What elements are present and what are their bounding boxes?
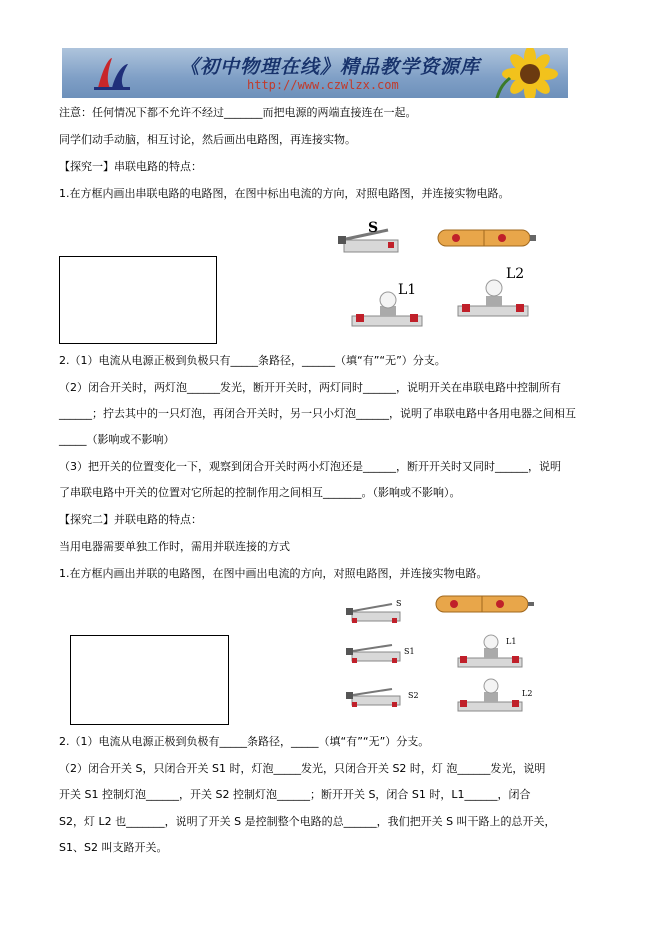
switch-label: S — [368, 220, 379, 236]
switch-icon — [346, 645, 415, 663]
lamp1-label: L1 — [398, 282, 417, 298]
lamp-icon — [352, 282, 422, 326]
parallel-question-2d: S1、S2 叫支路开关。 — [59, 841, 168, 854]
switch1-label: S1 — [404, 647, 415, 656]
lamp-icon — [458, 266, 528, 316]
switch-icon — [346, 599, 401, 623]
series-question-2b: ______；拧去其中的一只灯泡，再闭合开关时，另一只小灯泡______，说明了串联电路中各用电器之间相互 — [59, 407, 576, 420]
lamp2-label: L2 — [522, 689, 533, 698]
banner-url: http://www.czwlzx.com — [247, 78, 399, 92]
switch2-label: S2 — [408, 691, 419, 700]
series-question-2c: _____（影响或不影响） — [59, 433, 175, 446]
instruction-line: 同学们动手动脑，相互讨论，然后画出电路图，再连接实物。 — [59, 133, 356, 146]
series-question-1: 2.（1）电流从电源正极到负极只有_____条路径，______（填“有”“无”）分支。 — [59, 354, 446, 367]
banner-title: 《初中物理在线》精品教学资源库 — [180, 56, 481, 78]
switch-label: S — [396, 599, 402, 608]
series-question-3b: 了串联电路中开关的位置对它所起的控制作用之间相互_______。（影响或不影响）。 — [59, 486, 461, 499]
parallel-task-1: 1.在方框内画出并联的电路图，在图中画出电流的方向，对照电路图，并连接实物电路。 — [59, 567, 488, 580]
parallel-intro: 当用电器需要单独工作时，需用并联连接的方式 — [59, 540, 290, 553]
section-heading-parallel: 【探究二】并联电路的特点： — [59, 513, 202, 526]
header-banner — [62, 48, 568, 98]
note-line: 注意：任何情况下都不允许不经过_______而把电源的两端直接连在一起。 — [59, 106, 417, 119]
parallel-question-1: 2.（1）电流从电源正极到负极有_____条路径，_____（填“有”“无”）分支。 — [59, 735, 430, 748]
battery-icon — [438, 230, 536, 246]
logo-icon — [90, 54, 134, 94]
lamp-icon — [458, 679, 532, 711]
sunflower-icon — [490, 48, 568, 98]
series-question-3a: （3）把开关的位置变化一下，观察到闭合开关时两小灯泡还是______，断开开关时又同时______，说明 — [59, 460, 561, 473]
switch-icon — [338, 220, 398, 252]
series-task-1: 1.在方框内画出串联电路的电路图，在图中标出电流的方向，对照电路图，并连接实物电路。 — [59, 187, 510, 200]
series-drawing-box — [59, 256, 217, 344]
series-question-2a: （2）闭合开关时，两灯泡______发光，断开开关时，两灯同时______，说明开关在串联电路中控制所有 — [59, 381, 561, 394]
section-heading-series: 【探究一】串联电路的特点： — [59, 160, 202, 173]
battery-icon — [436, 596, 534, 612]
parallel-drawing-box — [70, 635, 229, 725]
switch-icon — [346, 689, 419, 707]
lamp1-label: L1 — [506, 637, 517, 646]
parallel-circuit-figure — [340, 592, 540, 722]
parallel-question-2b: 开关 S1 控制灯泡______，开关 S2 控制灯泡______；断开开关 S，闭合 S1 时，L1______，闭合 — [59, 788, 531, 801]
lamp2-label: L2 — [506, 266, 525, 282]
lamp-icon — [458, 635, 522, 667]
parallel-question-2a: （2）闭合开关 S，只闭合开关 S1 时，灯泡_____发光，只闭合开关 S2 时，灯 泡______发光，说明 — [59, 762, 546, 775]
series-circuit-figure — [330, 212, 540, 336]
parallel-question-2c: S2，灯 L2 也_______，说明了开关 S 是控制整个电路的总______，我们把开关 S 叫干路上的总开关， — [59, 815, 556, 828]
